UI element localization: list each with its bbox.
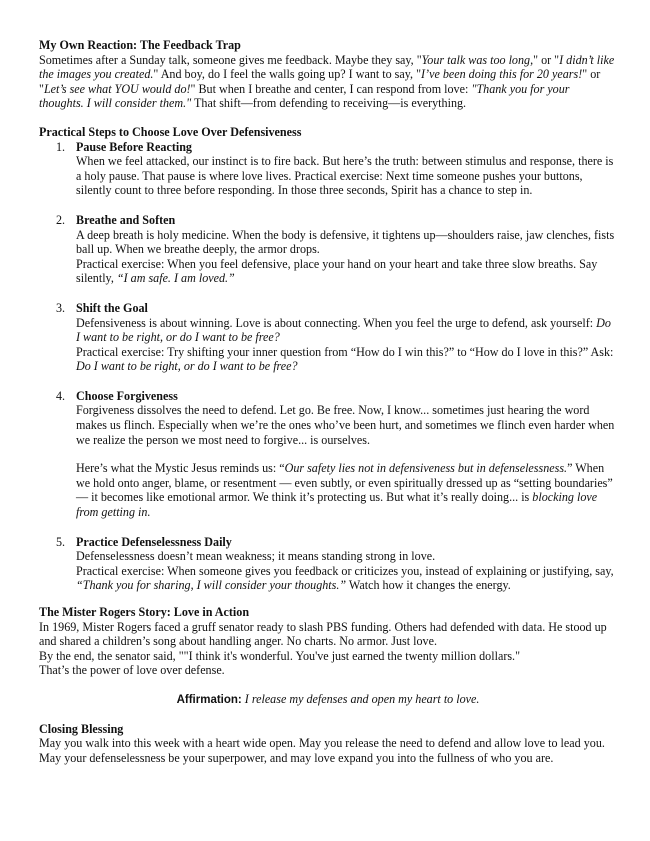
step-body: When we feel attacked, our instinct is to fire back. But here’s the truth: between stimulus and response, there is a holy pause. That pause is where love lives. Practical exercise: Next time someone pushes your buttons, silently count to three before responding. In those three seconds, Spirit has a chance to step in.	[76, 154, 614, 198]
list-item	[39, 301, 617, 374]
section-title: The Mister Rogers Story: Love in Action	[39, 605, 250, 619]
paragraph: By the end, the senator said, ""I think it's wonderful. You've just earned the twenty million dollars."	[39, 648, 521, 663]
step-title: Breathe and Soften	[76, 212, 176, 227]
paragraph: May you walk into this week with a heart wide open. May you release the need to defend and allow love to lead you. May your defenselessness be your superpower, and may love expand you into the fullness of who you are.	[39, 736, 605, 765]
step-body: Defensiveness is about winning. Love is about connecting. When you feel the urge to defend, ask yourself: Do I want to be right, or do I want to be free?	[76, 315, 611, 345]
step-title: Pause Before Reacting	[76, 139, 192, 154]
step-exercise: Practical exercise: Try shifting your inner question from “How do I win this?” to “How do I love in this?” Ask: Do I want to be right, or do I want to be free?	[76, 344, 614, 374]
list-item	[39, 389, 617, 520]
step-number: 3.	[56, 300, 66, 315]
paragraph-gap	[76, 447, 617, 461]
step-body: A deep breath is holy medicine. When the body is defensive, it tightens up—shoulders raise, jaw clenches, fists ball up. When we breathe deeply, the armor drops.	[76, 227, 615, 257]
step-quote-paragraph: Here’s what the Mystic Jesus reminds us: “Our safety lies not in defensiveness but in defenselessness.” When we hold onto anger, blame, or resentment — even subtly, or even spiritually dressed up as “setting boundaries” — it becomes like emotional armor. We think it’s protecting us. But what it’s really doing... is blocking love from getting in.	[76, 461, 613, 520]
step-exercise: Practical exercise: When someone gives you feedback or criticizes you, instead of explaining or justifying, say, “Thank you for sharing, I will consider your thoughts.” Watch how it changes the energy.	[76, 563, 614, 593]
step-body: Forgiveness dissolves the need to defend. Let go. Be free. Now, I know... sometimes just hearing the word makes us flinch. Especially when we’re the ones who’ve been hurt, and sometimes we flinch even harder when we realize the person we most need to forgive... is ourselves.	[76, 403, 615, 447]
step-exercise: Practical exercise: When you feel defensive, place your hand on your heart and take three slow breaths. Say silently, “I am safe. I am loved.”	[76, 256, 598, 286]
section-title: My Own Reaction: The Feedback Trap	[39, 38, 241, 52]
list-item	[39, 140, 617, 198]
section-mister-rogers	[39, 605, 617, 678]
affirmation	[39, 692, 617, 708]
step-title: Shift the Goal	[76, 300, 148, 315]
list-item	[39, 213, 617, 286]
paragraph: That’s the power of love over defense.	[39, 663, 225, 678]
step-number: 1.	[56, 139, 66, 154]
section-feedback-trap	[39, 38, 617, 111]
paragraph: In 1969, Mister Rogers faced a gruff senator ready to slash PBS funding. Others had defended with data. He stood up and shared a children’s song about handling anger. No charts. No armor. Just love.	[39, 619, 607, 649]
section-title: Practical Steps to Choose Love Over Defensiveness	[39, 124, 302, 139]
paragraph: Sometimes after a Sunday talk, someone gives me feedback. Maybe they say, "Your talk was too long," or "I didn’t like the images you created." And boy, do I feel the walls going up? I want to say, "I’ve been doing this for 20 years!" or "Let’s see what YOU would do!" But when I breathe and center, I can respond from love: "Thank you for your thoughts. I will consider them." That shift—from defending to receiving—is everything.	[39, 52, 615, 111]
step-title: Practice Defenselessness Daily	[76, 534, 232, 549]
section-closing-blessing	[39, 722, 617, 766]
step-number: 4.	[56, 388, 66, 403]
step-number: 5.	[56, 534, 66, 549]
section-practical-steps	[39, 125, 617, 593]
list-item	[39, 535, 617, 593]
affirmation-label: Affirmation:	[176, 693, 242, 706]
section-title: Closing Blessing	[39, 721, 124, 736]
step-number: 2.	[56, 212, 66, 227]
steps-list	[39, 140, 617, 593]
step-body: Defenselessness doesn’t mean weakness; it means standing strong in love.	[76, 549, 436, 564]
document-page	[39, 38, 617, 765]
step-title: Choose Forgiveness	[76, 388, 178, 403]
affirmation-text: I release my defenses and open my heart to love.	[244, 691, 480, 706]
